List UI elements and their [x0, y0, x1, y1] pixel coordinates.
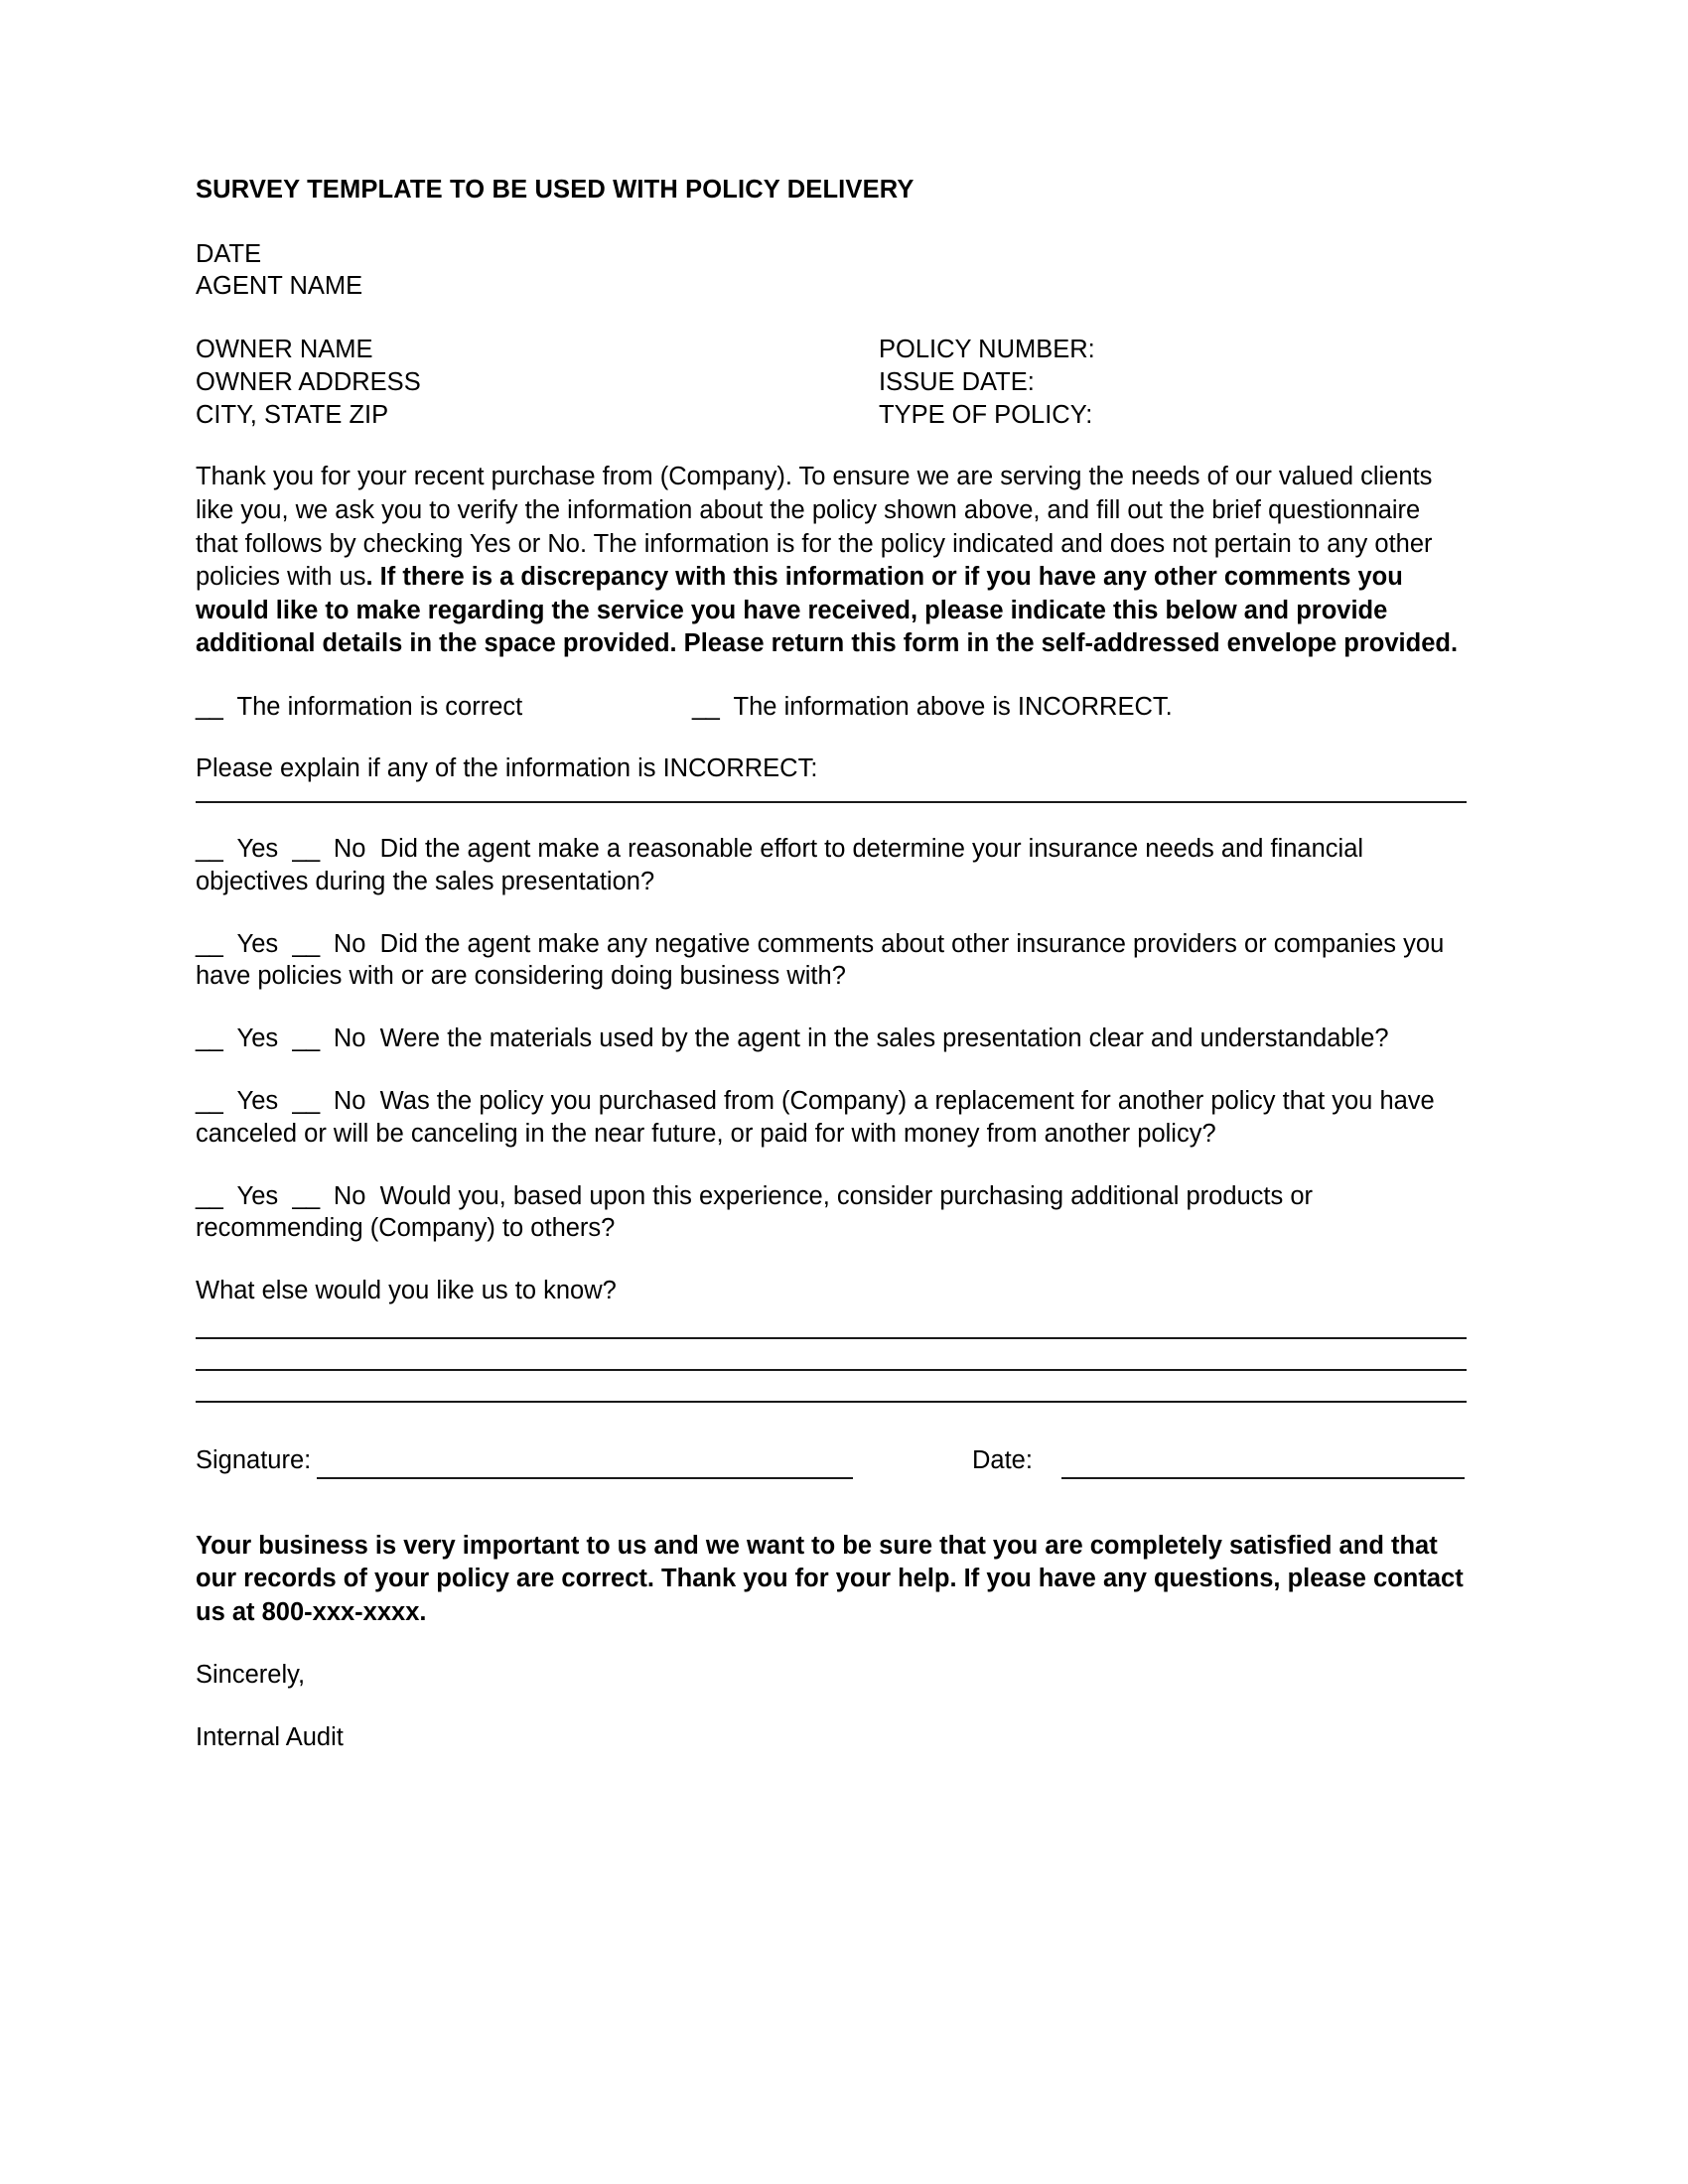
intro-paragraph: [196, 461, 1467, 660]
question-item-3: [196, 1023, 1467, 1055]
question-2-no-blank[interactable]: __: [292, 929, 320, 958]
question-3-no-blank[interactable]: __: [292, 1024, 320, 1053]
signature-label: Signature:: [196, 1445, 312, 1474]
signature-date-input-line[interactable]: [1061, 1477, 1465, 1479]
question-2-yes-label: Yes: [236, 929, 279, 958]
document-body: [196, 174, 1467, 1754]
question-item-4: [196, 1085, 1467, 1151]
question-4-yes-blank[interactable]: __: [196, 1087, 223, 1115]
verification-options-row: [196, 691, 1467, 724]
verification-incorrect-option[interactable]: [692, 691, 1173, 724]
party-block-row-3: [196, 399, 1467, 432]
type-of-policy-label: TYPE OF POLICY:: [879, 400, 1093, 429]
question-5-no-blank[interactable]: __: [292, 1181, 320, 1210]
verification-correct-option[interactable]: [196, 693, 522, 721]
page-title: SURVEY TEMPLATE TO BE USED WITH POLICY DELIVERY: [196, 176, 914, 204]
question-4-text: Was the policy you purchased from (Company) a replacement for another policy that you have canceled or will be canceling in the near future, or paid for with money from another policy?: [196, 1087, 1435, 1148]
open-comment-answer-lines: [196, 1307, 1467, 1403]
question-2-text: Did the agent make any negative comments about other insurance providers or companies you have policies with or are considering doing business with?: [196, 929, 1445, 991]
open-comment-line-row-3: [196, 1371, 1467, 1403]
question-5-yes-blank[interactable]: __: [196, 1181, 223, 1210]
question-4-no-label: No: [333, 1087, 366, 1115]
question-1-no-blank[interactable]: __: [292, 835, 320, 864]
header-agent-name-label: AGENT NAME: [196, 272, 363, 301]
question-2-yes-blank[interactable]: __: [196, 929, 223, 958]
question-1-yes-blank[interactable]: __: [196, 835, 223, 864]
party-block-row-2: [196, 366, 1467, 399]
owner-address-label: OWNER ADDRESS: [196, 367, 421, 396]
party-block-row-1: [196, 334, 1467, 366]
intro-regular-text: Thank you for your recent purchase from (Company). To ensure we are serving the needs of our valued clients like you, we ask you to verify the information about the policy shown above, and fill out the brief questionnaire that follows by checking Yes or No. The information is for the policy indicated and does not pertain to any other policies with us: [196, 463, 1433, 592]
question-2-no-label: No: [333, 929, 366, 958]
open-comment-prompt: What else would you like us to know?: [196, 1277, 617, 1305]
closing-signer: Internal Audit: [196, 1723, 344, 1752]
header-date-label: DATE: [196, 239, 262, 268]
open-comment-line-row-2: [196, 1339, 1467, 1371]
question-5-text: Would you, based upon this experience, consider purchasing additional products or recommending (Company) to others?: [196, 1181, 1314, 1243]
question-4-yes-label: Yes: [236, 1087, 279, 1115]
intro-bold-text: . If there is a discrepancy with this information or if you have any other comments you would like to make regarding the service you have received, please indicate this below and provide additional details in the space provided. Please return this form in the self-addressed envelope provided.: [196, 563, 1459, 658]
open-comment-line-row-1: [196, 1307, 1467, 1339]
owner-name-label: OWNER NAME: [196, 336, 373, 364]
question-item-1: [196, 833, 1467, 898]
city-state-zip-label: CITY, STATE ZIP: [196, 400, 389, 429]
question-1-text: Did the agent make a reasonable effort to determine your insurance needs and financial objectives during the sales presentation?: [196, 835, 1364, 895]
question-3-text: Were the materials used by the agent in the sales presentation clear and understandable?: [379, 1024, 1389, 1053]
question-5-no-label: No: [333, 1181, 366, 1210]
policy-number-label: POLICY NUMBER:: [879, 336, 1095, 364]
question-item-2: [196, 928, 1467, 994]
question-1-yes-label: Yes: [236, 835, 279, 864]
question-item-5: [196, 1180, 1467, 1246]
question-4-no-blank[interactable]: __: [292, 1087, 320, 1115]
closing-paragraph: Your business is very important to us and we want to be sure that you are completely satisfied and that our records of your policy are correct. Thank you for your help. If you have any questions, please contact us at 800-xxx-xxxx.: [196, 1531, 1464, 1626]
question-3-yes-label: Yes: [236, 1024, 279, 1053]
verification-incorrect-blank[interactable]: __: [692, 692, 720, 721]
explain-answer-line-wrap: [196, 785, 1467, 803]
question-3-no-label: No: [333, 1024, 366, 1053]
signature-row: [196, 1444, 1467, 1486]
explain-prompt: Please explain if any of the information is INCORRECT:: [196, 754, 818, 783]
issue-date-label: ISSUE DATE:: [879, 367, 1035, 396]
signature-date-label: Date:: [972, 1445, 1033, 1474]
verification-correct-blank[interactable]: __: [196, 692, 223, 721]
closing-salutation: Sincerely,: [196, 1661, 306, 1690]
question-3-yes-blank[interactable]: __: [196, 1024, 223, 1053]
verification-correct-label: The information is correct: [236, 692, 523, 721]
signature-input-line[interactable]: [317, 1477, 853, 1479]
question-1-no-label: No: [333, 835, 366, 864]
question-5-yes-label: Yes: [236, 1181, 279, 1210]
verification-incorrect-label: The information above is INCORRECT.: [733, 692, 1173, 721]
